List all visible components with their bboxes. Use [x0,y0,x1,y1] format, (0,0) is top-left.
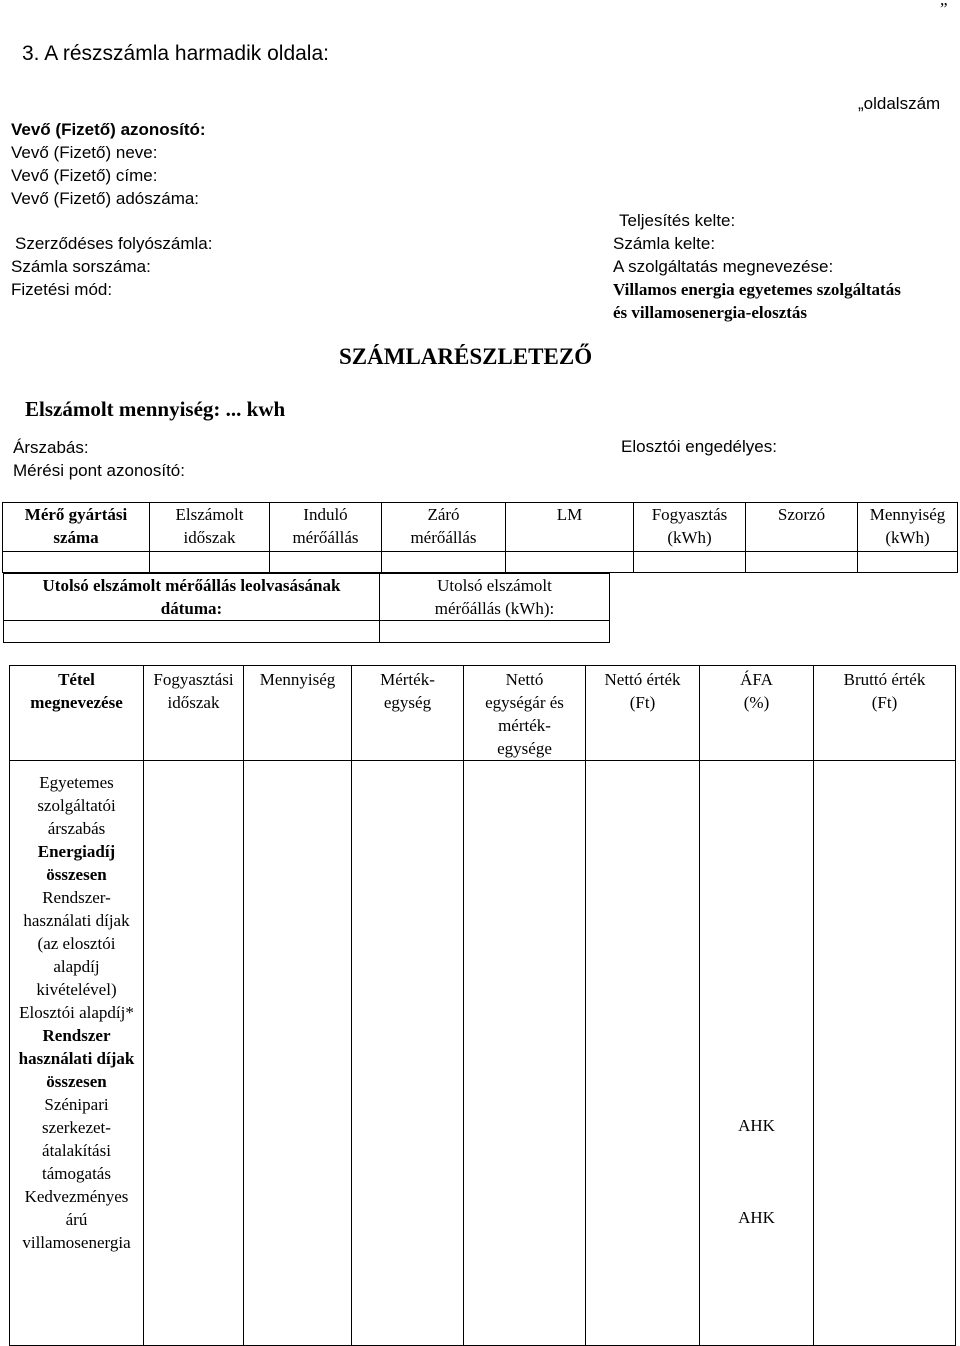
service-name-label: A szolgáltatás megnevezése: [613,257,834,276]
meter-header-quantity: Mennyiség (kWh) [858,503,958,552]
buyer-address-label: Vevő (Fizető) címe: [11,166,158,185]
item-coal-industry-support: Szénipari szerkezet-átalakítási támogatás [42,1095,111,1183]
items-header-name: Tétel megnevezése [10,666,144,761]
meter-header-start-reading: Induló mérőállás [270,503,382,552]
page-number-label: „oldalszám [858,94,941,113]
invoice-serial-label: Számla sorszáma: [11,257,151,276]
buyer-tax-label: Vevő (Fizető) adószáma: [11,189,200,208]
corner-mark [940,0,948,10]
settled-quantity: Elszámolt mennyiség: ... kwh [25,397,286,421]
item-universal-tariff: Egyetemes szolgáltatói árszabás [37,773,116,838]
items-header-net-value: Nettó érték (Ft) [586,666,700,761]
items-net-unit-price-column [464,761,586,1346]
section-title: 3. A részszámla harmadik oldala: [22,42,329,65]
meter-header-end-reading: Záró mérőállás [382,503,506,552]
buyer-block [11,118,206,210]
items-quantity-column [244,761,352,1346]
dates-block [613,209,901,324]
items-unit-column [352,761,464,1346]
last-reading-date-label: Utolsó elszámolt mérőállás leolvasásának dátuma: [4,574,380,621]
account-label: Szerződéses folyószámla: [15,234,213,253]
item-energy-fee-total: Energiadíj összesen [37,842,116,884]
service-name-line2: és villamosenergia-elosztás [613,303,808,322]
meter-header-lm: LM [506,503,634,552]
item-distributor-base-fee: Elosztói alapdíj* [19,1003,134,1022]
items-header-vat: ÁFA (%) [700,666,814,761]
items-gross-value-column [814,761,956,1346]
items-period-column [144,761,244,1346]
meter-header-multiplier: Szorzó [746,503,858,552]
items-name-column [10,761,144,1346]
payment-method-label: Fizetési mód: [11,280,113,299]
meter-header-serial: Mérő gyártási száma [3,503,150,552]
vat-note-coal: AHK [738,1116,775,1135]
performance-date-label: Teljesítés kelte: [619,211,736,230]
items-header-quantity: Mennyiség [244,666,352,761]
pricing-block [13,436,185,482]
metering-point-label: Mérési pont azonosító: [13,461,185,480]
distributor-license-label: Elosztói engedélyes: [621,437,777,456]
meter-header-consumption: Fogyasztás (kWh) [634,503,746,552]
item-discounted-electricity: Kedvezményes árú villamosenergia [22,1187,131,1252]
service-name-line1: Villamos energia egyetemes szolgáltatás [613,280,901,299]
pricing-label: Árszabás: [13,438,89,457]
items-header-gross-value: Bruttó érték (Ft) [814,666,956,761]
last-reading-table [3,573,610,643]
items-vat-column [700,761,814,1346]
last-reading-empty-row [4,621,610,643]
meter-header-period: Elszámolt időszak [150,503,270,552]
invoice-date-label: Számla kelte: [613,234,716,253]
meter-table [2,502,958,573]
items-header-period: Fogyasztási időszak [144,666,244,761]
item-system-usage-total: Rendszer használati díjak összesen [18,1026,135,1091]
items-header-unit: Mérték- egység [352,666,464,761]
items-table [9,665,956,1346]
contract-block [11,232,212,301]
last-reading-value-label: Utolsó elszámolt mérőállás (kWh): [380,574,610,621]
vat-note-discounted: AHK [738,1208,775,1227]
meter-empty-row [3,552,958,573]
items-header-net-unit-price: Nettó egységár és mérték- egysége [464,666,586,761]
buyer-id-label: Vevő (Fizető) azonosító: [11,120,206,139]
details-title: SZÁMLARÉSZLETEZŐ [339,344,593,369]
item-system-usage-fees: Rendszer-használati díjak (az elosztói alapdíj kivételével) [23,888,130,999]
items-net-value-column [586,761,700,1346]
buyer-name-label: Vevő (Fizető) neve: [11,143,158,162]
